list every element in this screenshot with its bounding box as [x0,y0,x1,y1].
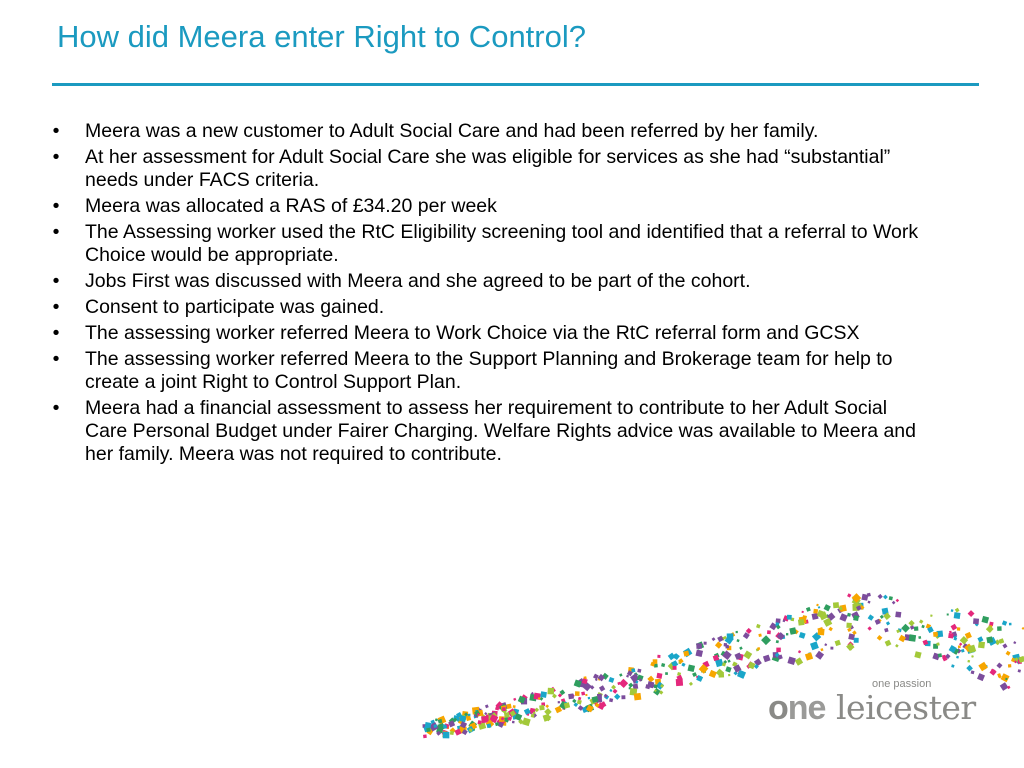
logo-one-ne: ne [787,689,826,727]
confetti-square [506,704,511,709]
confetti-square [743,651,752,660]
confetti-square [504,712,510,718]
confetti-square [450,731,454,735]
confetti-square [901,624,910,633]
confetti-square [954,612,961,619]
confetti-square [761,635,771,645]
confetti-square [889,596,893,600]
confetti-square [958,645,961,648]
confetti-square [423,734,427,738]
confetti-square [948,633,954,639]
confetti-square [673,666,677,670]
confetti-square [767,630,771,634]
confetti-square [539,705,545,711]
logo-leicester-wordmark: leicester [836,688,976,727]
confetti-square [799,632,806,639]
bullet-text: Meera was a new customer to Adult Social Care and had been referred by her family. [85,120,819,142]
confetti-square [577,700,582,705]
confetti-square [736,631,738,633]
confetti-square [545,704,549,708]
confetti-square [647,676,654,683]
confetti-square [868,614,874,620]
confetti-square [575,691,580,696]
confetti-square [813,609,818,614]
confetti-square [997,626,1002,631]
confetti-square [619,673,622,676]
confetti-square [824,643,827,646]
confetti-square [942,655,946,659]
confetti-square [947,614,949,616]
bullet-item [46,397,926,466]
confetti-square [763,655,771,663]
confetti-square [914,651,921,658]
confetti-square [681,663,685,667]
confetti-square [812,613,819,620]
confetti-square [728,674,730,676]
confetti-square [835,640,841,646]
confetti-square [921,625,924,628]
confetti-square [621,695,625,699]
confetti-square [612,689,617,694]
confetti-square [661,663,665,667]
confetti-square [846,643,854,651]
confetti-square [717,636,723,642]
confetti-square [1001,673,1010,682]
bullet-item [46,270,926,293]
confetti-square [830,647,833,650]
confetti-square [568,693,574,699]
confetti-square [798,650,801,653]
bullet-icon: • [52,322,60,344]
confetti-square [524,708,531,715]
confetti-square [595,678,598,681]
confetti-square [727,660,730,663]
confetti-square [805,652,813,660]
confetti-square [725,666,731,672]
confetti-square [977,636,983,642]
confetti-square [828,627,832,631]
confetti-square [626,675,629,678]
confetti-square [919,619,923,623]
bullet-text: Meera was allocated a RAS of £34.20 per week [85,195,497,217]
confetti-square [609,698,613,702]
confetti-square [933,632,938,637]
confetti-square [853,615,859,621]
confetti-square [668,653,676,661]
bullet-text: The assessing worker referred Meera to the Support Planning and Brokerage team for help to create a joint Right to Control Support Plan. [85,348,893,393]
bullet-icon: • [52,348,60,370]
confetti-square [815,651,824,660]
bullet-icon: • [52,195,60,217]
logo-one-wordmark [768,688,825,728]
confetti-square [955,608,960,613]
confetti-square [609,677,615,683]
confetti-square [758,634,761,637]
confetti-square [572,699,576,703]
confetti-square [996,663,1002,669]
confetti-square [816,604,819,607]
bullet-text: The assessing worker referred Meera to Work Choice via the RtC referral form and GCSX [85,322,860,344]
confetti-square [585,694,587,696]
confetti-square [1013,641,1016,644]
confetti-square [971,655,974,658]
confetti-square [968,610,975,617]
confetti-square [712,637,716,641]
title-divider [52,83,979,86]
confetti-square [957,627,960,630]
confetti-square [1000,682,1009,691]
confetti-square [709,670,717,678]
confetti-square [696,643,702,649]
confetti-square [910,625,915,630]
confetti-square [867,626,871,630]
confetti-square [971,670,975,674]
confetti-square [633,684,639,690]
confetti-square [956,656,959,659]
bullet-icon: • [52,397,60,419]
confetti-square [786,633,788,635]
confetti-square [833,602,839,608]
confetti-square [558,701,560,703]
bullet-icon: • [52,270,60,292]
bullet-text: Meera had a financial assessment to assess her requirement to contribute to her Adult Social Care Personal Budget under Fairer Charging. Welfare Rights advice was available to Meera and her family. Meera was not required to contribute. [85,397,916,465]
confetti-square [578,697,581,700]
confetti-square [883,595,888,600]
confetti-square [824,604,831,611]
confetti-square [1006,651,1011,656]
confetti-square [443,732,450,739]
confetti-square [978,641,985,648]
confetti-square [896,599,900,603]
confetti-square [790,629,796,635]
confetti-square [736,639,739,642]
confetti-square [795,657,803,665]
confetti-square [820,648,823,651]
bullet-item [46,221,926,267]
confetti-square [1002,643,1007,648]
confetti-square [973,618,979,624]
confetti-square [930,614,933,617]
confetti-square [502,707,506,711]
confetti-square [656,673,662,679]
confetti-square [787,657,795,665]
bullet-text: The Assessing worker used the RtC Eligibility screening tool and identified that a referral to Work Choice would be appropriate. [85,221,919,266]
confetti-square [727,633,734,640]
confetti-square [810,641,819,650]
confetti-square [547,688,554,695]
confetti-square [818,606,821,609]
confetti-square [695,650,703,658]
confetti-square [986,636,993,643]
confetti-square [839,613,847,621]
confetti-square [846,623,851,628]
confetti-square [581,692,585,696]
bullet-item [46,146,926,192]
confetti-square [513,698,516,701]
confetti-square [657,655,660,658]
confetti-square [754,658,762,666]
confetti-square [588,697,591,700]
confetti-square [908,620,914,626]
confetti-square [854,638,859,643]
confetti-square [687,665,695,673]
confetti-square [959,643,962,646]
confetti-square [776,640,779,643]
confetti-square [961,649,965,653]
bullet-icon: • [52,221,60,243]
bullet-item [46,195,926,218]
bullet-icon: • [52,146,60,168]
confetti-square [540,691,547,698]
slide-title: How did Meera enter Right to Control? [57,19,586,54]
confetti-square [725,645,729,649]
confetti-square [433,724,437,728]
confetti-square [886,621,890,625]
confetti-square [949,631,952,634]
confetti-square [938,653,942,657]
confetti-square [597,694,602,699]
confetti-square [619,679,628,688]
bullet-icon: • [52,120,60,142]
confetti-square [801,611,803,613]
bullet-icon: • [52,296,60,318]
confetti-square [877,635,883,641]
confetti-square [914,626,918,630]
confetti-square [951,609,954,612]
confetti-square [637,669,641,673]
bullet-text: At her assessment for Adult Social Care she was eligible for services as she had “substantial” needs under FACS criteria. [85,146,891,191]
confetti-square [895,612,901,618]
bullet-item [46,348,926,394]
confetti-square [895,644,899,648]
confetti-square [435,718,438,721]
confetti-square [1009,623,1012,626]
confetti-square [989,669,996,676]
confetti-square [1008,664,1011,667]
one-leicester-logo [768,678,988,732]
confetti-square [787,615,792,620]
confetti-square [981,616,989,624]
confetti-square [634,693,642,701]
bullet-item [46,120,926,143]
confetti-square [880,615,884,619]
confetti-square [689,682,693,686]
confetti-square [978,662,988,672]
confetti-square [951,624,958,631]
confetti-square [609,689,612,692]
bullet-text: Consent to participate was gained. [85,296,385,318]
confetti-wave-decoration [0,590,1024,768]
bullet-item [46,322,926,345]
confetti-square [665,672,668,675]
confetti-square [485,704,489,708]
confetti-square [918,636,921,639]
logo-tagline: one passion [872,678,932,690]
confetti-square [977,673,985,681]
confetti-square [531,714,535,718]
confetti-square [776,648,781,653]
confetti-square [535,708,540,713]
logo-one-o: o [768,689,788,727]
confetti-square [739,646,743,650]
confetti-square [426,728,431,733]
confetti-square [715,641,722,648]
bullet-list [46,120,926,469]
confetti-square [798,619,805,626]
bullet-item [46,296,926,319]
confetti-square [847,593,851,597]
confetti-square [704,642,707,645]
confetti-square [885,640,892,647]
confetti-square [892,601,896,605]
confetti-square [868,601,871,604]
confetti-square [628,683,633,688]
confetti-square [884,628,888,632]
confetti-square [1002,620,1007,625]
confetti-square [967,660,970,663]
confetti-square [909,634,916,641]
confetti-square [599,685,605,691]
confetti-square [986,625,994,633]
confetti-square [513,705,516,708]
confetti-square [806,607,811,612]
confetti-square [512,721,515,724]
confetti-square [1018,669,1021,672]
confetti-square [611,685,616,690]
confetti-square [487,723,492,728]
confetti-square [614,694,620,700]
confetti-square [756,624,761,629]
confetti-square [878,594,883,599]
confetti-square [543,714,551,722]
confetti-square [899,635,906,642]
confetti-square [861,594,868,601]
confetti-square [951,664,954,667]
bullet-text: Jobs First was discussed with Meera and she agreed to be part of the cohort. [85,270,751,292]
